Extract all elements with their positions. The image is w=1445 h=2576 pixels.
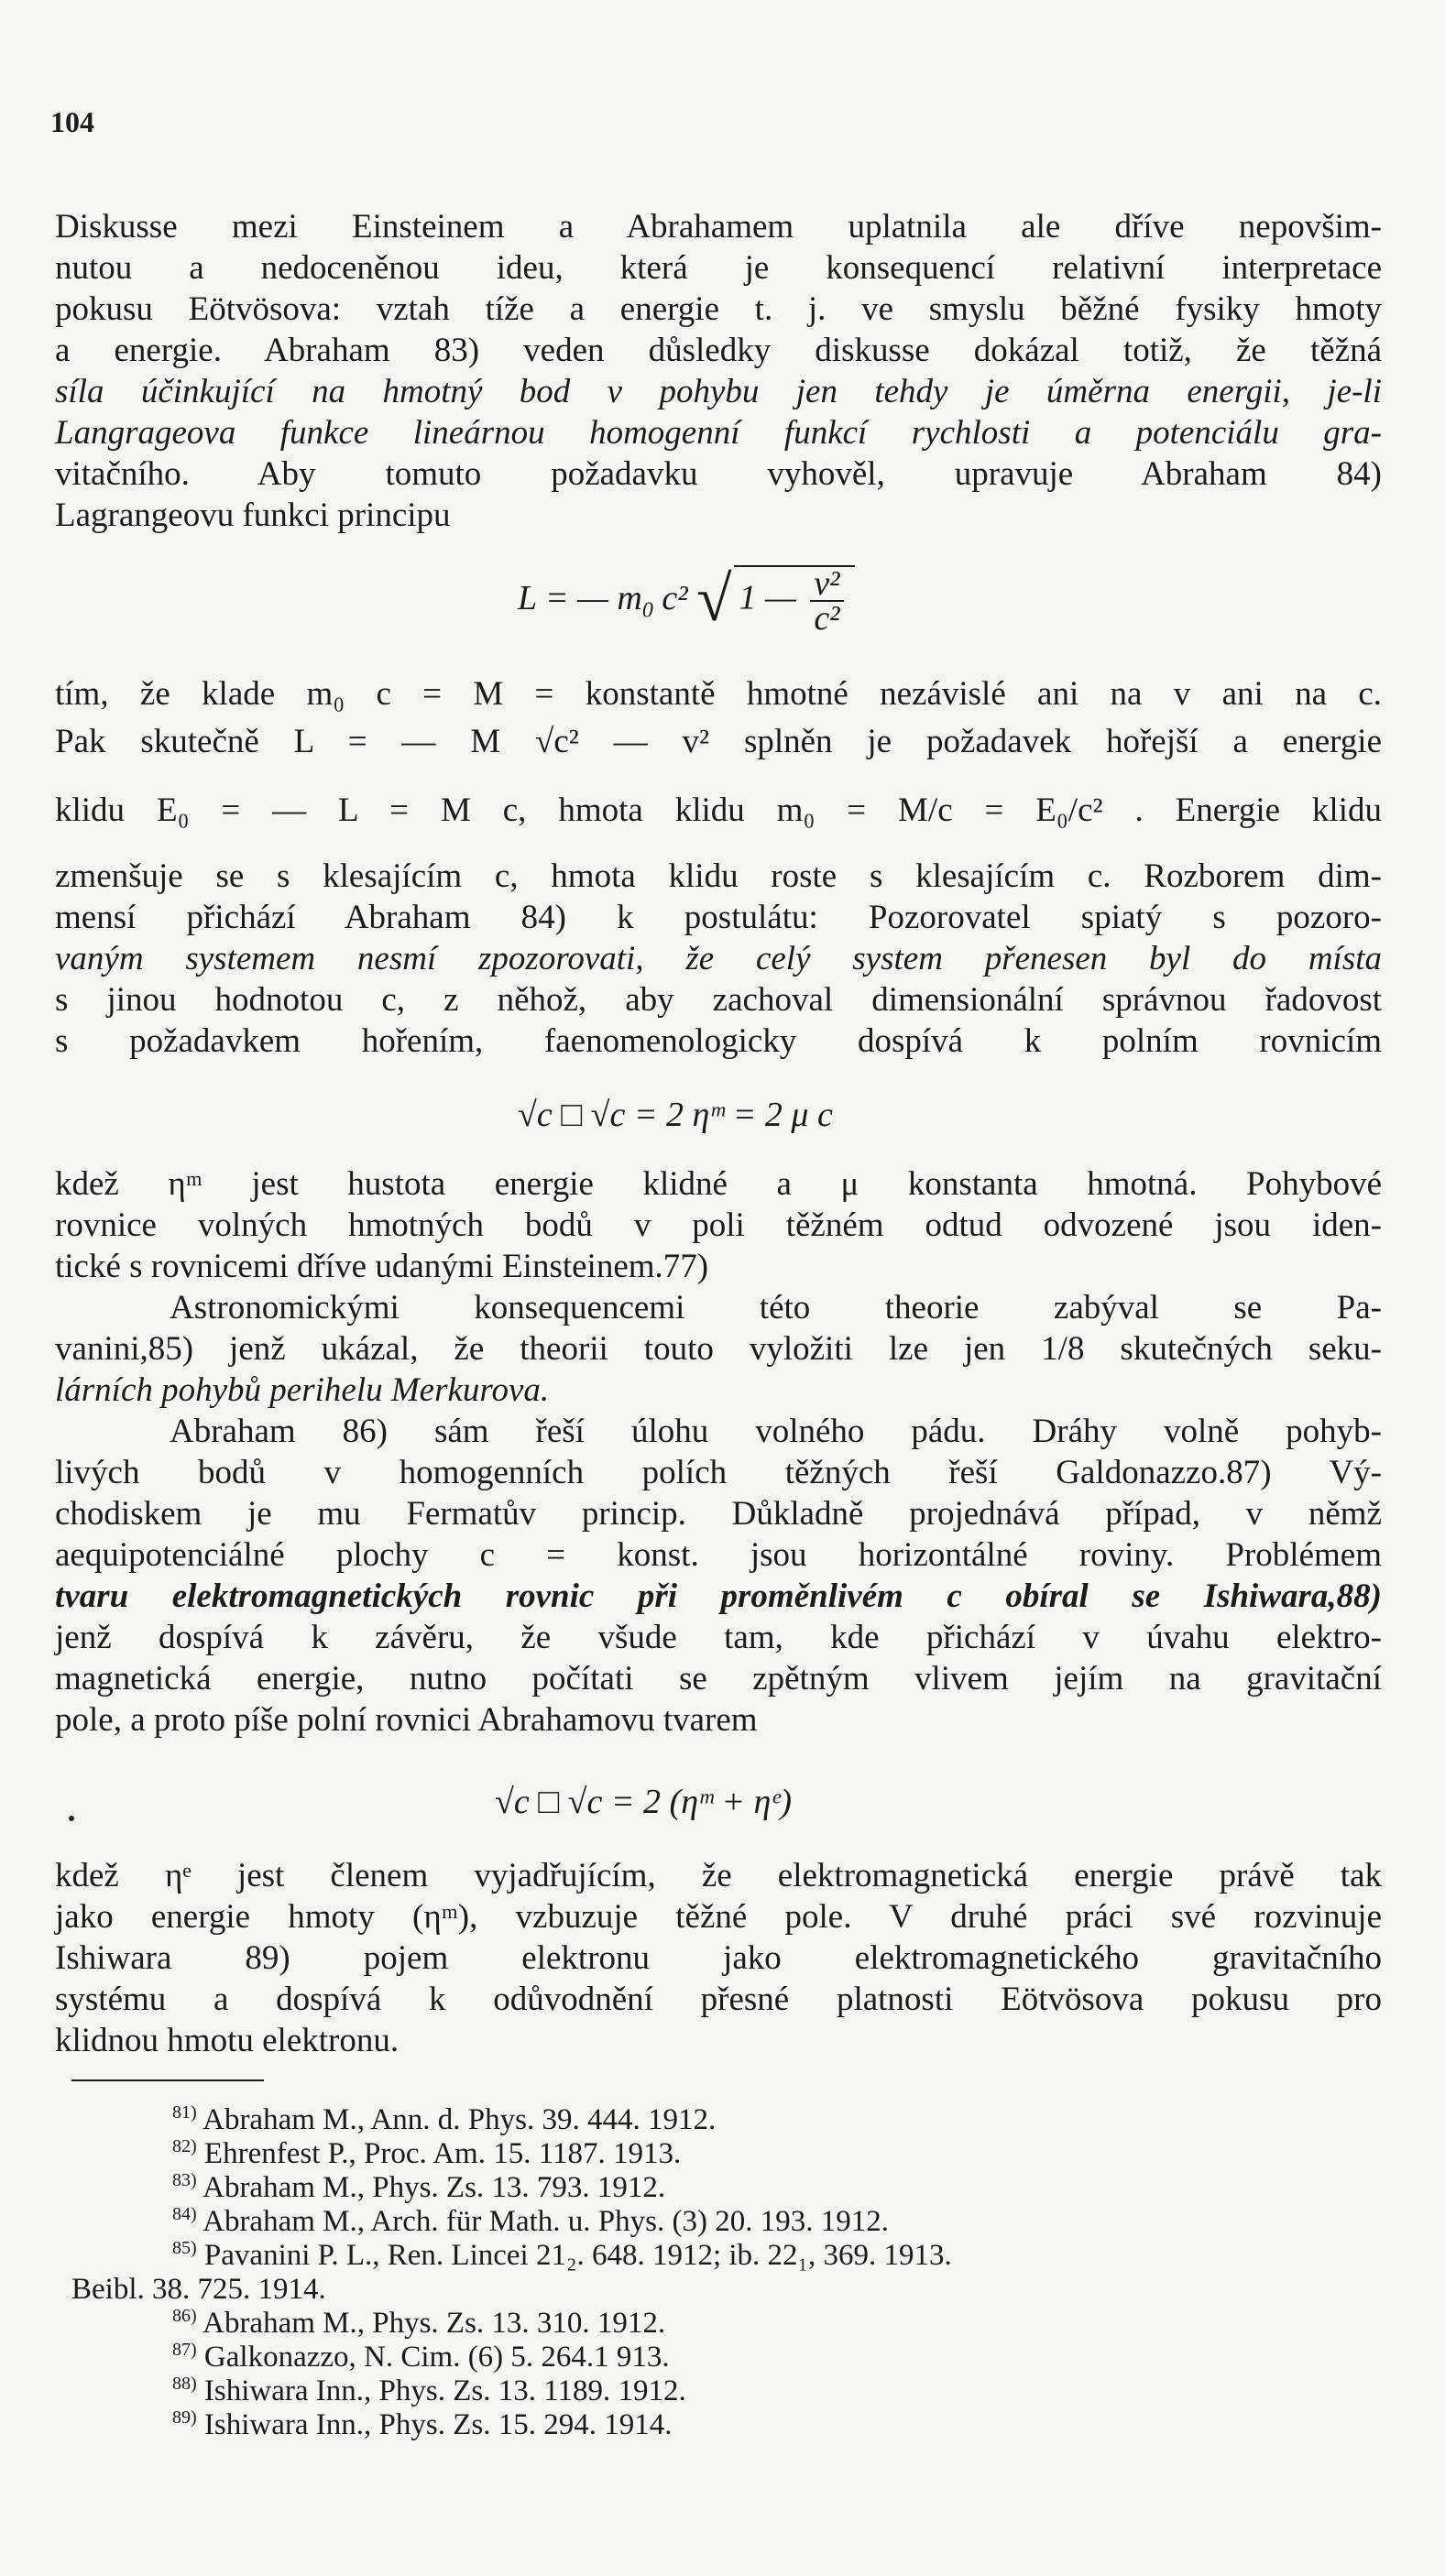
text-line: nutou a nedoceněnou ideu, která je konsequencí relativní interpretace — [55, 249, 1382, 287]
text-line: kdež ηᵐ jest hustota energie klidné a μ konstanta hmotná. Pohybové — [55, 1165, 1382, 1203]
text-line: Lagrangeovu funkci principu — [55, 497, 451, 534]
text-line: Langrageova funkce lineárnou homogenní funkcí rychlosti a potenciálu gra- — [55, 414, 1382, 452]
text-line: vaným systemem nesmí zpozorovati, že celý system přenesen byl do místa — [55, 940, 1382, 977]
footnote: $^{83)}$ Abraham M., Phys. Zs. 13. 793. 1912. — [172, 2170, 666, 2204]
equation-field-em: √c □ √c = 2 (ηᵐ + ηᵉ) — [495, 1783, 793, 1821]
text-line: vitačního. Aby tomuto požadavku vyhověl, upravuje Abraham 84) — [55, 455, 1382, 493]
text-line: jako energie hmoty (ηᵐ), vzbuzuje těžné pole. V druhé práci své rozvinuje — [55, 1898, 1382, 1936]
equation-lagrangian: L = — $m_0$ c² √ 1 — $\frac{\text{v²}}{\text{c²}}$ — [518, 563, 855, 637]
text-line: tím, že klade m₀ c = M = konstantě hmotné nezávislé ani na v ani na c. — [55, 675, 1382, 713]
text-line: pokusu Eötvösova: vztah tíže a energie t. j. ve smyslu běžné fysiky hmoty — [55, 290, 1382, 328]
text-line: magnetická energie, nutno počítati se zpětným vlivem jejím na gravitační — [55, 1660, 1382, 1697]
text-line: rovnice volných hmotných bodů v poli těžném odtud odvozené jsou iden- — [55, 1206, 1382, 1244]
text-line: klidu E₀ = — L = M c, hmota klidu m₀ = M/c = E₀/c² . Energie klidu — [55, 791, 1382, 829]
footnote: $^{85)}$ Pavanini P. L., Ren. Lincei 21₂. 648. 1912; ib. 22₁, 369. 1913. — [172, 2238, 952, 2272]
footnote-rule — [71, 2079, 264, 2081]
text-line: zmenšuje se s klesajícím c, hmota klidu roste s klesajícím c. Rozborem dim- — [55, 857, 1382, 895]
text-line: aequipotenciálné plochy c = konst. jsou horizontálné roviny. Problémem — [55, 1536, 1382, 1574]
footnote: $^{89)}$ Ishiwara Inn., Phys. Zs. 15. 294. 1914. — [172, 2407, 673, 2441]
page-number: 104 — [50, 105, 94, 138]
text-line: Ishiwara 89) pojem elektronu jako elektromagnetického gravitačního — [55, 1939, 1382, 1977]
text-line: tvaru elektromagnetických rovnic při proměnlivém c obíral se Ishiwara,88) — [55, 1577, 1382, 1615]
text-line: s požadavkem hořením, faenomenologicky dospívá k polním rovnicím — [55, 1022, 1382, 1060]
footnote: $^{87)}$ Galkonazzo, N. Cim. (6) 5. 264.1 913. — [172, 2340, 670, 2374]
text-line: Astronomickými konsequencemi této theorie zabýval se Pa- — [170, 1289, 1382, 1326]
footnote: $^{82)}$ Ehrenfest P., Proc. Am. 15. 1187. 1913. — [172, 2136, 682, 2170]
text-line: s jinou hodnotou c, z něhož, aby zachoval dimensionální správnou řadovost — [55, 981, 1382, 1019]
text-line: jenž dospívá k závěru, že všude tam, kde přichází v úvahu elektro- — [55, 1619, 1382, 1656]
text-line: vanini,85) jenž ukázal, že theorii touto vyložiti lze jen 1/8 skutečných seku- — [55, 1330, 1382, 1368]
footnote: $^{84)}$ Abraham M., Arch. für Math. u. Phys. (3) 20. 193. 1912. — [172, 2204, 889, 2238]
footnote: $^{86)}$ Abraham M., Phys. Zs. 13. 310. 1912. — [172, 2306, 666, 2340]
text-line: Diskusse mezi Einsteinem a Abrahamem uplatnila ale dříve nepovšim- — [55, 208, 1382, 246]
text-line: klidnou hmotu elektronu. — [55, 2022, 400, 2059]
text-line: lárních pohybů perihelu Merkurova. — [55, 1371, 550, 1409]
equation-field: √c □ √c = 2 ηᵐ = 2 μ c — [518, 1096, 833, 1134]
text-line: pole, a proto píše polní rovnici Abrahamovu tvarem — [55, 1701, 758, 1739]
footnote: $^{88)}$ Ishiwara Inn., Phys. Zs. 13. 1189. 1912. — [172, 2374, 686, 2407]
stray-dot — [69, 1816, 74, 1821]
text-line: kdež ηᵉ jest členem vyjadřujícím, že elektromagnetická energie právě tak — [55, 1857, 1382, 1894]
text-line: Pak skutečně L = — M √c² — v² splněn je požadavek hořejší a energie — [55, 723, 1382, 760]
text-line: livých bodů v homogenních polích těžných řeší Galdonazzo.87) Vý- — [55, 1454, 1382, 1491]
text-line: tické s rovnicemi dříve udanými Einsteinem.77) — [55, 1248, 709, 1285]
text-line: mensí přichází Abraham 84) k postulátu: Pozorovatel spiatý s pozoro- — [55, 899, 1382, 936]
text-line: a energie. Abraham 83) veden důsledky diskusse dokázal totiž, že těžná — [55, 332, 1382, 369]
text-line: síla účinkující na hmotný bod v pohybu jen tehdy je úměrna energii, je-li — [55, 373, 1382, 410]
text-line: systému a dospívá k odůvodnění přesné platnosti Eötvösova pokusu pro — [55, 1981, 1382, 2018]
footnote: Beibl. 38. 725. 1914. — [71, 2273, 326, 2306]
footnote: $^{81)}$ Abraham M., Ann. d. Phys. 39. 444. 1912. — [172, 2102, 717, 2136]
text-line: Abraham 86) sám řeší úlohu volného pádu. Dráhy volně pohyb- — [170, 1413, 1382, 1450]
text-line: chodiskem je mu Fermatův princip. Důkladně projednává případ, v němž — [55, 1495, 1382, 1533]
